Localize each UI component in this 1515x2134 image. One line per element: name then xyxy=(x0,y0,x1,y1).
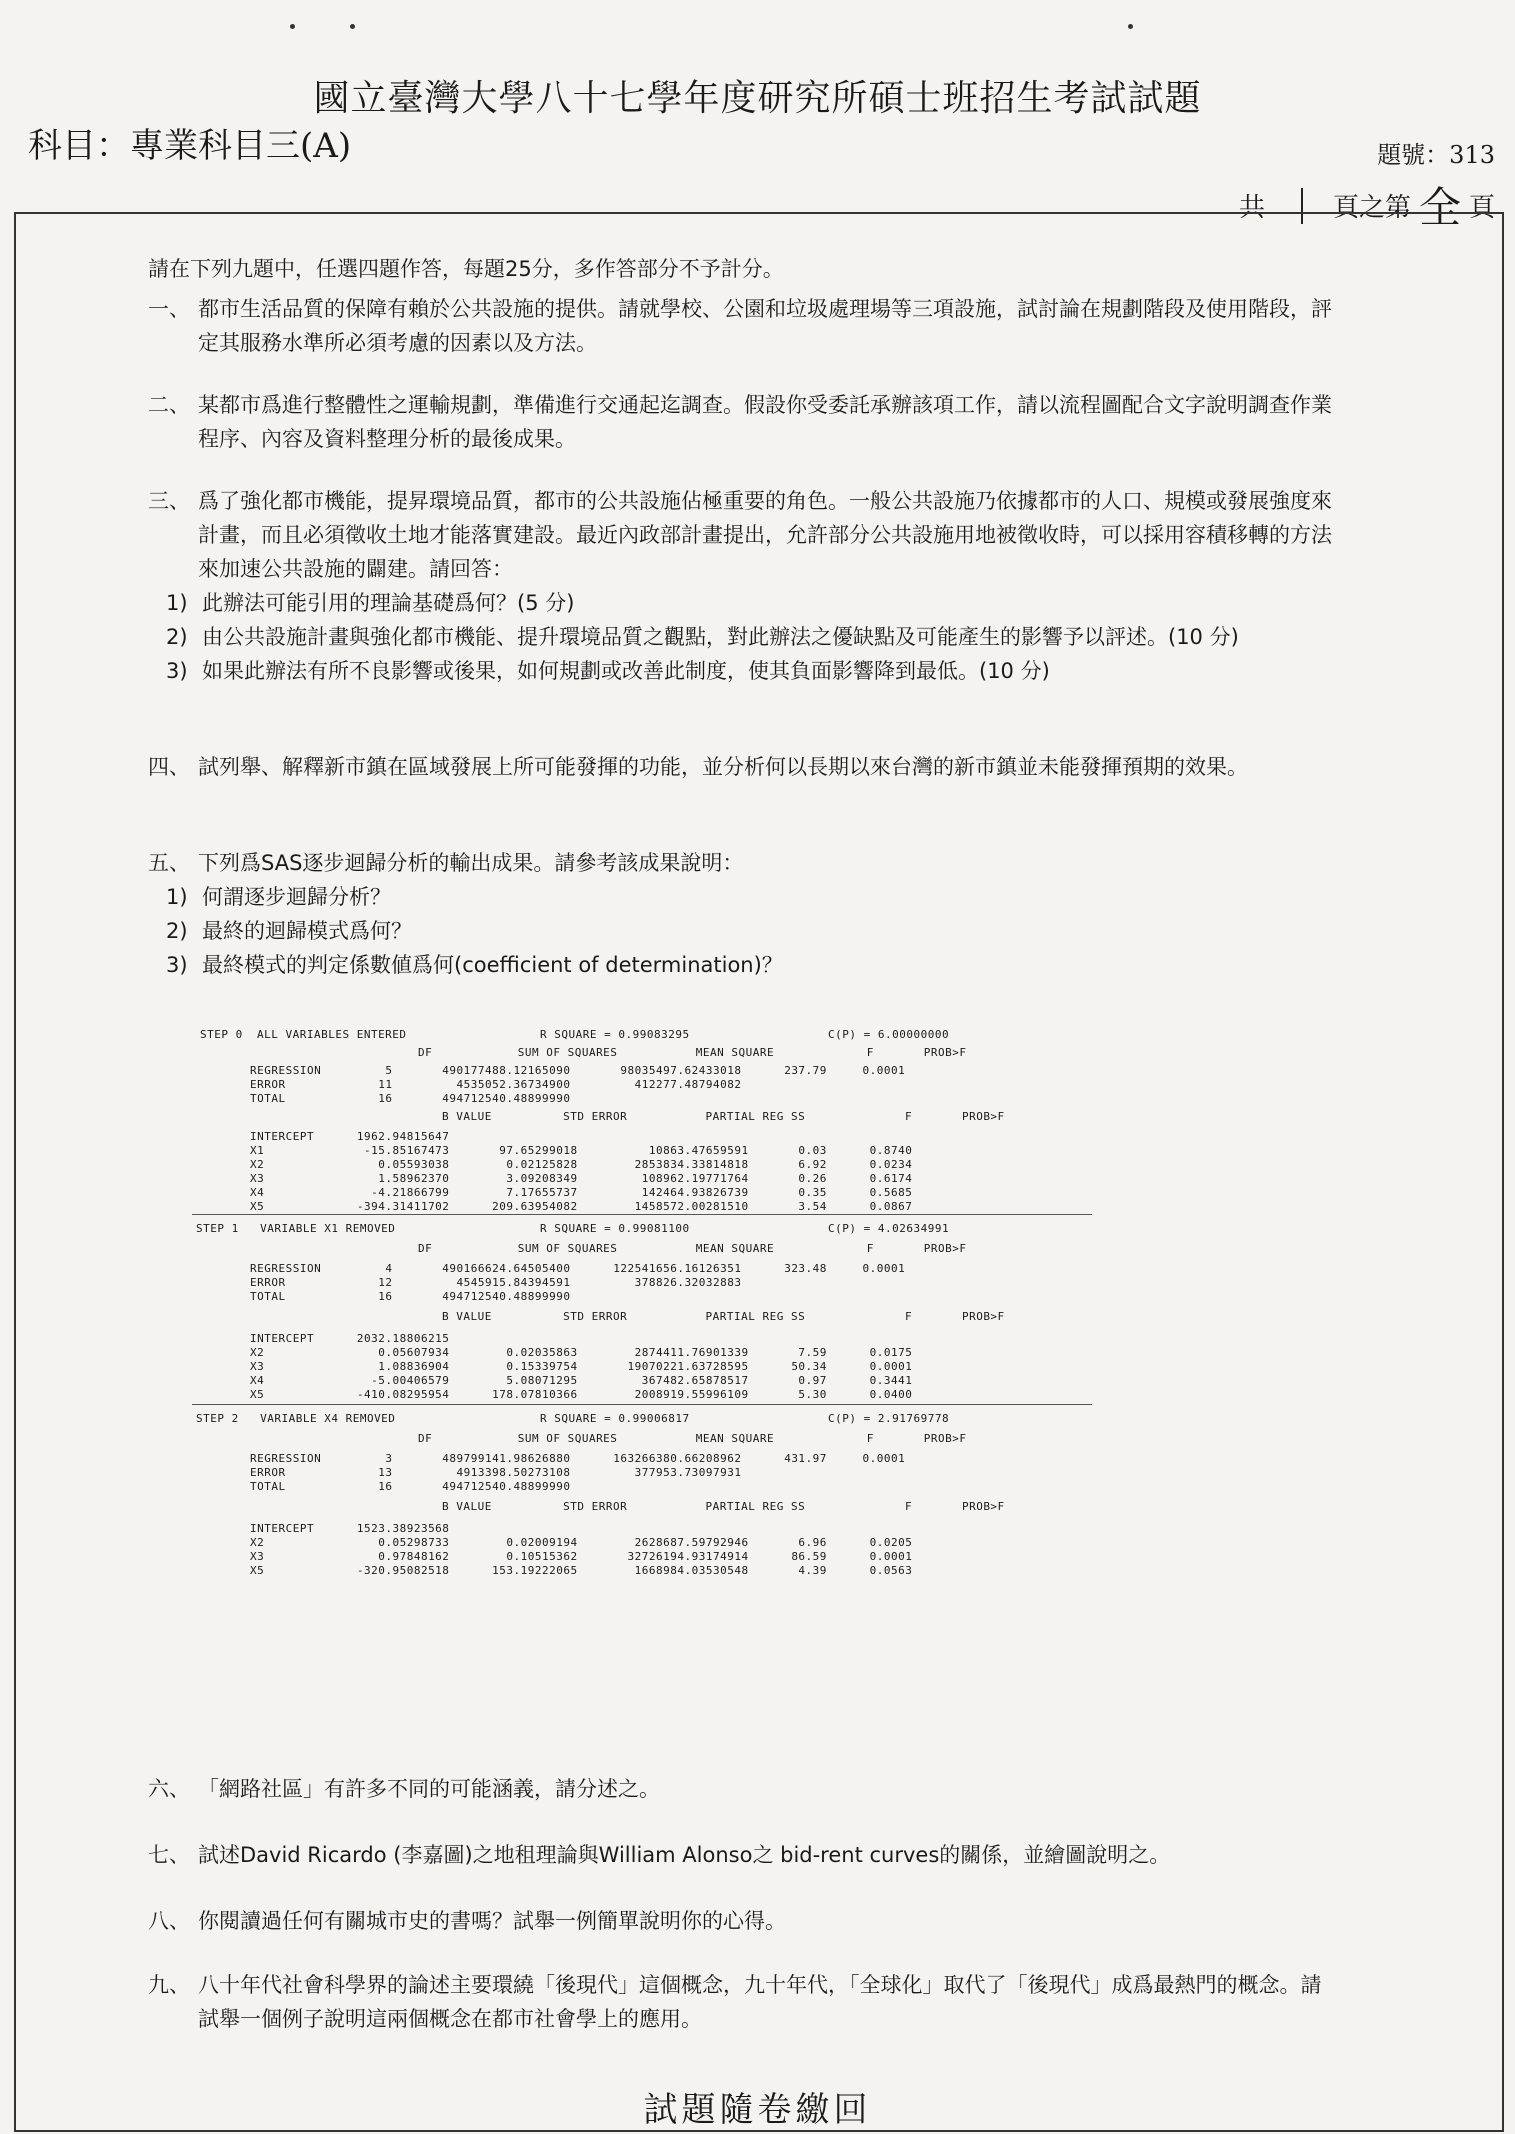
q5-s1: 何謂逐步迴歸分析？ xyxy=(202,885,391,909)
sas-step1-anova-row: ERROR 12 4545915.84394591 378826.32032883 xyxy=(250,1276,742,1289)
q3-num: 三、 xyxy=(148,489,190,513)
sas-step2-b-row: X2 0.05298733 0.02009194 2628687.59792946 6.96 0.0205 xyxy=(250,1536,913,1549)
sas-step2-b-row: INTERCEPT 1523.38923568 xyxy=(250,1522,450,1535)
question-4 xyxy=(148,750,1338,784)
sas-step1-head: STEP 1 VARIABLE X1 REMOVED xyxy=(196,1222,396,1235)
page-suffix: 頁 xyxy=(1468,193,1495,223)
sas-step2-cp: C(P) = 2.91769778 xyxy=(828,1412,950,1425)
sas-step0-b-header: B VALUE STD ERROR PARTIAL REG SS F PROB>F xyxy=(442,1110,1005,1123)
q3-s3: 如果此辦法有所不良影響或後果，如何規劃或改善此制度，使其負面影響降到最低。(10 分) xyxy=(202,659,1050,683)
sas-step1-anova-row: TOTAL 16 494712540.48899990 xyxy=(250,1290,571,1303)
sas-step0-anova-row: REGRESSION 5 490177488.12165090 98035497.62433018 237.79 0.0001 xyxy=(250,1064,906,1077)
q6-num: 六、 xyxy=(148,1777,190,1801)
q6-text: 「網路社區」有許多不同的可能涵義，請分述之。 xyxy=(198,1777,660,1801)
sas-output xyxy=(196,1028,1100,1738)
sas-step0-b-row: X4 -4.21866799 7.17655737 142464.93826739 0.35 0.5685 xyxy=(250,1186,913,1199)
q5-s2: 最終的迴歸模式爲何？ xyxy=(202,919,412,943)
question-1 xyxy=(148,292,1338,360)
q2-text: 某都市爲進行整體性之運輸規劃，準備進行交通起迄調查。假設你受委託承辦該項工作，請以流程圖配合文字說明調查作業程序、內容及資料整理分析的最後成果。 xyxy=(198,393,1332,451)
q5-s2-num: 2) xyxy=(166,919,188,943)
q8-text: 你閱讀過任何有關城市史的書嗎？試舉一例簡單說明你的心得。 xyxy=(198,1909,786,1933)
sas-divider xyxy=(192,1214,1092,1215)
sas-step1-rsq: R SQUARE = 0.99081100 xyxy=(540,1222,690,1235)
sas-step2-anova-header: DF SUM OF SQUARES MEAN SQUARE F PROB>F xyxy=(418,1432,967,1445)
q3-s2-num: 2) xyxy=(166,625,188,649)
q5-s3-num: 3) xyxy=(166,953,188,977)
q3-s1: 此辦法可能引用的理論基礎爲何？(5 分) xyxy=(202,591,575,615)
sas-step2-b-row: X3 0.97848162 0.10515362 32726194.93174914 86.59 0.0001 xyxy=(250,1550,913,1563)
sas-step1-b-row: X2 0.05607934 0.02035863 2874411.76901339 7.59 0.0175 xyxy=(250,1346,913,1359)
exam-title: 國立臺灣大學八十七學年度研究所碩士班招生考試試題 xyxy=(313,78,1202,119)
sas-step0-rsq: R SQUARE = 0.99083295 xyxy=(540,1028,690,1041)
q2-num: 二、 xyxy=(148,393,190,417)
q3-s2: 由公共設施計畫與強化都市機能、提升環境品質之觀點，對此辦法之優缺點及可能產生的影響予以評述。(10 分) xyxy=(202,625,1239,649)
page-big: 全 xyxy=(1418,183,1461,232)
q1-num: 一、 xyxy=(148,297,190,321)
sas-step1-b-row: X3 1.08836904 0.15339754 19070221.63728595 50.34 0.0001 xyxy=(250,1360,913,1373)
sas-step0-cp: C(P) = 6.00000000 xyxy=(828,1028,950,1041)
sas-step1-b-row: INTERCEPT 2032.18806215 xyxy=(250,1332,450,1345)
q3-text: 爲了強化都市機能，提昇環境品質，都市的公共設施佔極重要的角色。一般公共設施乃依據都市的人口、規模或發展強度來計畫，而且必須徵收土地才能落實建設。最近內政部計畫提出，允許部分公共設施用地被徵收時，可以採用容積移轉的方法來加速公共設施的闢建。請回答： xyxy=(198,489,1332,581)
q3-s1-num: 1) xyxy=(166,591,188,615)
q5-s3: 最終模式的判定係數値爲何(coefficient of determination)？ xyxy=(202,953,783,977)
question-6 xyxy=(148,1772,1338,1806)
page-mid: 頁之第 xyxy=(1332,193,1411,223)
q5-text: 下列爲SAS逐步迴歸分析的輸出成果。請參考該成果說明： xyxy=(198,851,744,875)
sas-step1-cp: C(P) = 4.02634991 xyxy=(828,1222,950,1235)
sas-step0-b-row: X2 0.05593038 0.02125828 2853834.33814818 6.92 0.0234 xyxy=(250,1158,913,1171)
q8-num: 八、 xyxy=(148,1909,190,1933)
page-prefix: 共 xyxy=(1238,193,1265,223)
sas-step0-head: STEP 0 ALL VARIABLES ENTERED xyxy=(200,1028,407,1041)
sas-step0-b-row: X3 1.58962370 3.09208349 108962.19771764 0.26 0.6174 xyxy=(250,1172,913,1185)
q5-num: 五、 xyxy=(148,851,190,875)
sas-step0-b-row: X5 -394.31411702 209.63954082 1458572.00281510 3.54 0.0867 xyxy=(250,1200,913,1213)
sas-step2-b-row: X5 -320.95082518 153.19222065 1668984.03530548 4.39 0.0563 xyxy=(250,1564,913,1577)
sas-step1-anova-header: DF SUM OF SQUARES MEAN SQUARE F PROB>F xyxy=(418,1242,967,1255)
sas-step1-b-row: X4 -5.00406579 5.08071295 367482.65878517 0.97 0.3441 xyxy=(250,1374,913,1387)
question-5 xyxy=(148,846,1338,982)
sas-step1-b-header: B VALUE STD ERROR PARTIAL REG SS F PROB>F xyxy=(442,1310,1005,1323)
sas-step1-anova-row: REGRESSION 4 490166624.64505400 122541656.16126351 323.48 0.0001 xyxy=(250,1262,906,1275)
sas-step2-anova-row: TOTAL 16 494712540.48899990 xyxy=(250,1480,571,1493)
q4-num: 四、 xyxy=(148,755,190,779)
question-7 xyxy=(148,1838,1338,1872)
sas-step0-anova-row: ERROR 11 4535052.36734900 412277.48794082 xyxy=(250,1078,742,1091)
sas-step0-b-row: X1 -15.85167473 97.65299018 10863.47659591 0.03 0.8740 xyxy=(250,1144,913,1157)
sas-step1-b-row: X5 -410.08295954 178.07810366 2008919.55996109 5.30 0.0400 xyxy=(250,1388,913,1401)
question-number: 題號：313 xyxy=(1377,141,1495,169)
sas-step2-head: STEP 2 VARIABLE X4 REMOVED xyxy=(196,1412,396,1425)
q7-num: 七、 xyxy=(148,1843,190,1867)
q1-text: 都市生活品質的保障有賴於公共設施的提供。請就學校、公園和垃圾處理場等三項設施，試討論在規劃階段及使用階段，評定其服務水準所必須考慮的因素以及方法。 xyxy=(198,297,1332,355)
q9-num: 九、 xyxy=(148,1973,190,1997)
instructions: 請在下列九題中，任選四題作答，每題25分，多作答部分不予計分。 xyxy=(148,257,784,281)
question-8 xyxy=(148,1904,1338,1938)
sas-step2-rsq: R SQUARE = 0.99006817 xyxy=(540,1412,690,1425)
question-9 xyxy=(148,1968,1338,2036)
subject-label: 科目：專業科目三(A) xyxy=(28,126,352,166)
q9-text: 八十年代社會科學界的論述主要環繞「後現代」這個概念，九十年代，「全球化」取代了「後現代」成爲最熱門的概念。請試舉一個例子說明這兩個概念在都市社會學上的應用。 xyxy=(198,1973,1322,2031)
sas-step2-anova-row: REGRESSION 3 489799141.98626880 163266380.66208962 431.97 0.0001 xyxy=(250,1452,906,1465)
q7-text: 試述David Ricardo (李嘉圖)之地租理論與William Alonso之 bid-rent curves的關係，並繪圖說明之。 xyxy=(198,1843,1171,1867)
question-2 xyxy=(148,388,1338,456)
q4-text: 試列舉、解釋新市鎮在區域發展上所可能發揮的功能，並分析何以長期以來台灣的新市鎮並未能發揮預期的效果。 xyxy=(198,755,1248,779)
footer-note: 試題隨卷繳回 xyxy=(643,2090,872,2130)
q3-s3-num: 3) xyxy=(166,659,188,683)
q5-s1-num: 1) xyxy=(166,885,188,909)
sas-step0-anova-row: TOTAL 16 494712540.48899990 xyxy=(250,1092,571,1105)
question-3 xyxy=(148,484,1338,688)
sas-divider xyxy=(192,1404,1092,1405)
sas-step2-anova-row: ERROR 13 4913398.50273108 377953.73097931 xyxy=(250,1466,742,1479)
sas-step2-b-header: B VALUE STD ERROR PARTIAL REG SS F PROB>F xyxy=(442,1500,1005,1513)
sas-step0-anova-header: DF SUM OF SQUARES MEAN SQUARE F PROB>F xyxy=(418,1046,967,1059)
sas-step0-b-row: INTERCEPT 1962.94815647 xyxy=(250,1130,450,1143)
